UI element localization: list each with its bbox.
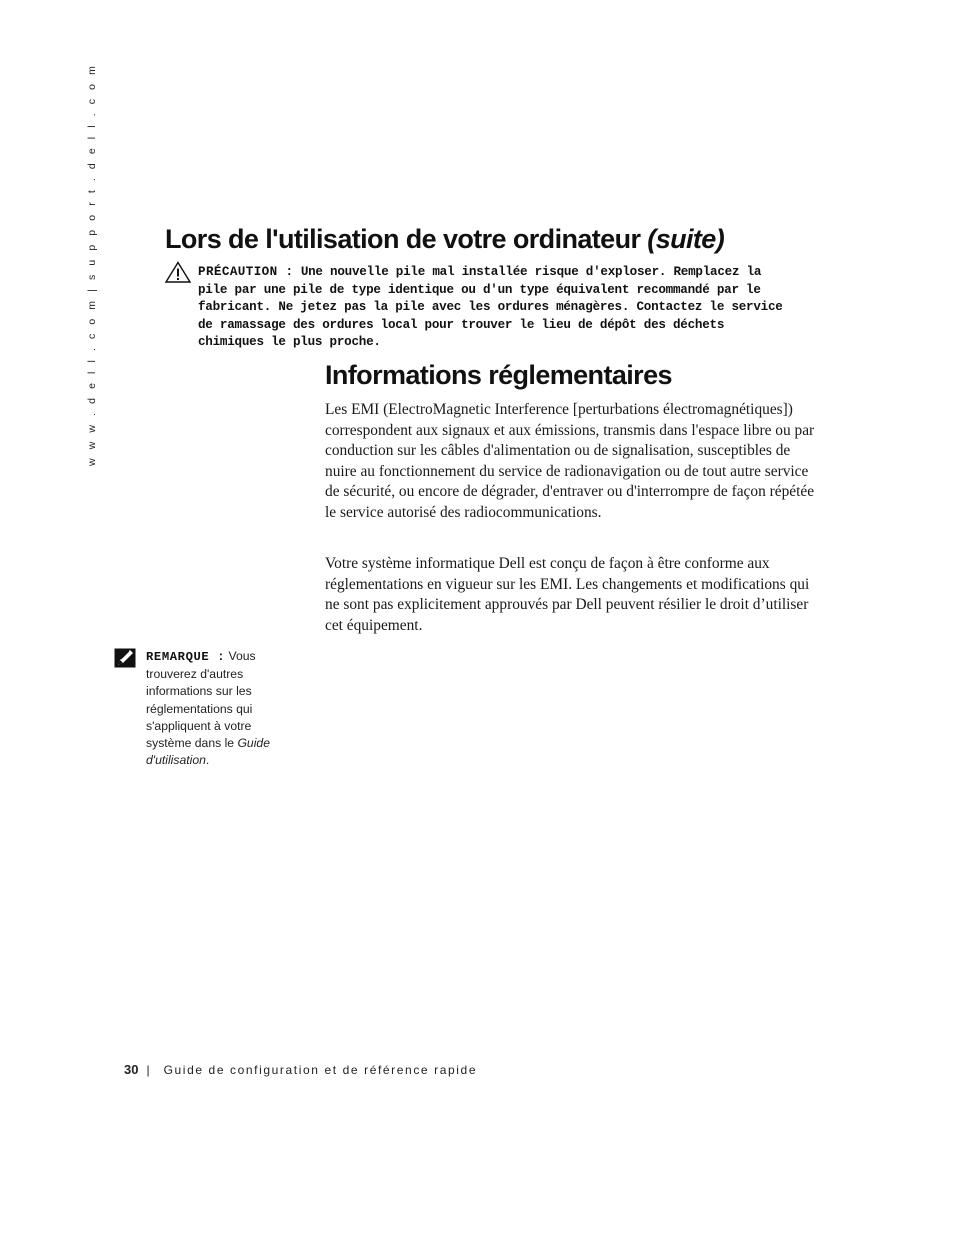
caution-block [198,264,788,352]
footer-title: Guide de configuration et de référence rapide [163,1063,478,1077]
section-title-suffix: (suite) [647,224,725,254]
caution-text: Une nouvelle pile mal installée risque d'exploser. Remplacez la pile par une pile de type identique ou d'un type équivalent recommandé par le fabricant. Ne jetez pas la pile avec les ordures ménagères. Contactez le service de ramassage des ordures local pour trouver le lieu de dépôt des déchets chimiques le plus proche. [198,265,783,350]
regulatory-heading: Informations réglementaires [325,360,672,390]
pencil-note-icon [114,648,136,668]
regulatory-paragraph-2: Votre système informatique Dell est conçu de façon à être conforme aux réglementations en vigueur sur les EMI. Les changements et modifications qui ne sont pas explicitement approuvés par Dell peuvent résilier le droit d’utiliser cet équipement. [325,555,810,634]
footer-separator: | [146,1063,150,1077]
regulatory-paragraph-1: Les EMI (ElectroMagnetic Interference [perturbations électromagnétiques]) correspondent aux signaux et aux émissions, transmis dans l'espace libre ou par conduction sur les câbles d'alimentation ou de signalisation, susceptibles de nuire au fonctionnement du service de radionavigation ou de tout autre service de sécurité, ou encore de dégrader, d'entraver ou d'interrompre de façon répétée le service autorisé des radiocommunications. [325,401,815,521]
side-website-url: w w w . d e l l . c o m | s u p p o r t . d e l l . c o m [86,63,98,466]
page-footer [124,1062,477,1077]
note-text: Vous trouverez d'autres informations sur les réglementations qui s'appliquent à votre système dans le [146,649,256,751]
warning-triangle-icon [165,261,191,283]
page-number: 30 [124,1062,139,1077]
section-title [165,224,724,255]
section-title-main: Lors de l'utilisation de votre ordinateur [165,224,641,254]
note-end: . [205,753,210,768]
note-guide-title: Guide d'utilisation [146,736,270,768]
note-block [146,648,282,769]
caution-label: PRÉCAUTION : [198,265,294,279]
note-label: REMARQUE : [146,650,226,664]
